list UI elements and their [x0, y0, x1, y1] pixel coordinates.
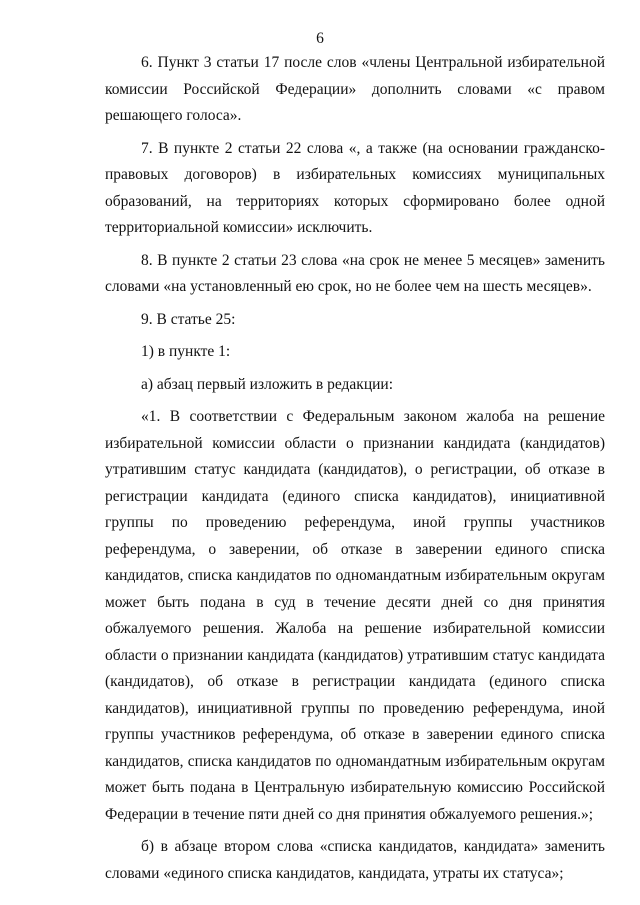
paragraph-item-7: 7. В пункте 2 статьи 22 слова «, а также (на основании гражданско-правовых договоров) в избирательных комиссиях муниципальных образований, на территориях которых сформировано более одной территориальной комиссии» исключить. [105, 139, 605, 236]
paragraph-subitem-1: 1) в пункте 1: [141, 343, 231, 360]
paragraph-subitem-a: а) абзац первый изложить в редакции: [141, 375, 394, 393]
paragraph-quoted-text: «1. В соответствии с Федеральным законом жалоба на решение избирательной комиссии области о признании кандидата (кандидатов) утратившим статус кандидата (кандидатов), о регистрации, об отказе в регистрации кандидата (единого списка кандидатов), инициативной группы по проведению референдума, иной группы участников референдума, о заверении, об отказе в заверении единого списка кандидатов, списка кандидатов по одномандатным избирательным округам может быть подана в суд в течение десяти дней со дня принятия обжалуемого решения. Жалоба на решение избирательной комиссии области о признании кандидата (кандидатов) утратившим статус кандидата (кандидатов), об отказе в регистрации кандидата (единого списка кандидатов), инициативной группы по проведению референдума, иной группы участников референдума, об отказе в заверении единого списка кандидатов, списка кандидатов по одномандатным избирательным округам может быть подана в Центральную избирательную комиссию Российской Федерации в течение пяти дней со дня принятия обжалуемого решения.»; [105, 408, 605, 823]
paragraph-item-9: 9. В статье 25: [141, 310, 236, 328]
document-body [105, 50, 605, 893]
page-number: 6 [316, 30, 324, 47]
paragraph-item-8: 8. В пункте 2 статьи 23 слова «на срок не менее 5 месяцев» заменить словами «на установленный ею срок, но не более чем на шесть месяцев». [105, 251, 605, 295]
paragraph-item-6: 6. Пункт 3 статьи 17 после слов «члены Центральной избирательной комиссии Российской Федерации» дополнить словами «с правом решающего голоса». [105, 54, 605, 124]
paragraph-subitem-b: б) в абзаце втором слова «списка кандидатов, кандидата» заменить словами «единого списка кандидатов, кандидата, утраты их статуса»; [105, 838, 605, 882]
